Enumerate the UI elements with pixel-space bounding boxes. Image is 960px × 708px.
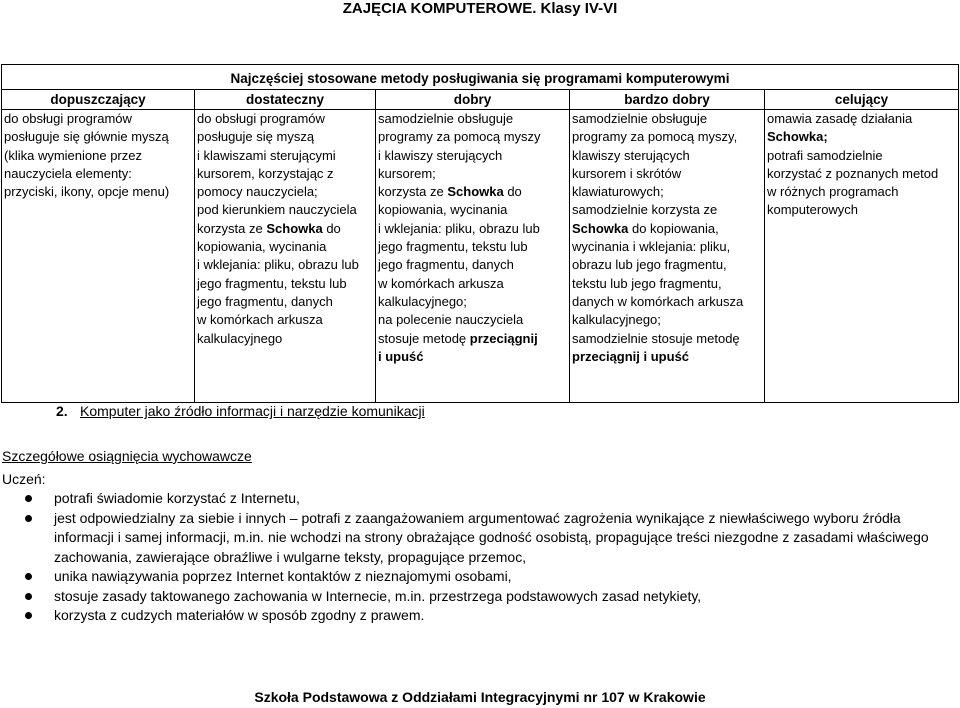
page-header: ZAJĘCIA KOMPUTEROWE. Klasy IV-VI [342,0,618,17]
cell-line [378,183,567,201]
list-item [54,489,954,509]
cell-line: jego fragmentu, danych [197,293,333,309]
cell-line: jego fragmentu, tekstu lub [378,239,528,255]
column-header-dostateczny: dostateczny [195,90,376,110]
list-item-text: jest odpowiedzialny za siebie i innych – potrafi z zaangażowaniem argumentować zagrożenia wynikające z niewłaściwego wyboru źródła informacji i samej informacji, m.in. nie wchodzi na strony obrażające godność osobistą, propagujące treści niezgodne z zasadami właściwego zachowania, zawierające obraźliwe i wulgarne teksty, propagujące przemoc, [54,509,929,565]
cell-line: w komórkach arkusza [197,312,323,328]
cell-line: omawia zasadę działania [767,111,913,126]
cell-line: nauczyciela elementy: [4,165,132,181]
cell-line: do obsługi programów [197,111,325,126]
bold-term-drag-drop: przeciągnij [469,330,538,346]
cell-line: kursorem, korzystając z [197,165,334,181]
list-item-text: korzysta z cudzych materiałów w sposób zgodny z prawem. [54,607,425,623]
cell-line: programy za pomocą myszy, [572,129,738,145]
list-item-text: potrafi świadomie korzystać z Internetu, [54,490,300,506]
section-title-text: Komputer jako źródło informacji i narzędzie komunikacji [80,403,425,419]
cell-line: tekstu lub jego fragmentu, [572,275,722,291]
column-header-celujacy: celujący [765,90,959,110]
table-header-row [2,90,959,110]
cell-line: i klawiszami sterującymi [197,147,336,163]
table-row [2,110,959,403]
grades-table [1,64,959,403]
cell-line: klawiszy sterujących [572,147,690,163]
text-run: do [503,184,522,200]
cell-line: obrazu lub jego fragmentu, [572,257,727,273]
cell-line: pod kierunkiem nauczyciela [197,202,357,218]
cell-dostateczny [195,110,376,403]
list-item [54,606,954,626]
bullet-icon [25,612,32,619]
bullet-icon [25,515,32,522]
bold-term-schowka: Schowka; [767,129,828,145]
cell-line: w komórkach arkusza [378,275,504,291]
cell-bardzo-dobry [570,110,765,403]
cell-line: komputerowych [767,202,859,218]
cell-line: kalkulacyjnego; [378,293,467,309]
bullet-icon [25,495,32,502]
cell-line: danych w komórkach arkusza [572,293,744,309]
text-run: stosuje metodę [378,330,470,346]
achievements-heading: Szczegółowe osiągnięcia wychowawcze [2,448,252,464]
column-header-dobry: dobry [376,90,570,110]
list-item [54,567,954,587]
bold-term-drag-drop: przeciągnij i upuść [572,348,690,364]
text-run: do [322,220,341,236]
text-run: do kopiowania, [628,220,719,236]
cell-line: i wklejania: pliku, obrazu lub [197,257,359,273]
cell-line [197,220,373,238]
cell-line: samodzielnie korzysta ze [572,202,718,218]
cell-line: (klika wymienione przez [4,147,142,163]
cell-line [378,330,567,348]
cell-celujacy [765,110,959,403]
cell-line: kalkulacyjnego; [572,312,661,328]
cell-line: jego fragmentu, danych [378,257,514,273]
bold-term-schowka: Schowka [447,184,504,200]
cell-line: przyciski, ikony, opcje menu) [4,184,170,200]
cell-line: samodzielnie stosuje metodę [572,330,740,346]
bullet-icon [25,593,32,600]
cell-line: potrafi samodzielnie [767,147,883,163]
cell-line: w różnych programach [767,184,899,200]
table-title: Najczęściej stosowane metody posługiwania się programami komputerowymi [2,65,959,90]
cell-line: do obsługi programów [4,111,132,126]
cell-line: posługuje się myszą [197,129,315,145]
cell-line [572,220,762,238]
cell-line: na polecenie nauczyciela [378,312,524,328]
achievements-list [54,489,954,626]
cell-dobry [376,110,570,403]
cell-line: posługuje się głównie myszą [4,129,169,145]
cell-line: i wklejania: pliku, obrazu lub [378,220,540,236]
column-header-dopuszczajacy: dopuszczający [2,90,195,110]
column-header-bardzo-dobry: bardzo dobry [570,90,765,110]
section-number: 2. [56,403,68,419]
cell-dopuszczajacy [2,110,195,403]
cell-line: klawiaturowych; [572,184,664,200]
cell-line: wycinania i wklejania: pliku, [572,239,731,255]
list-item-text: unika nawiązywania poprzez Internet kontaktów z nieznajomymi osobami, [54,568,512,584]
bullet-icon [25,573,32,580]
list-item [54,587,954,607]
cell-line: samodzielnie obsługuje [572,111,708,126]
cell-line: kalkulacyjnego [197,330,283,346]
text-run: korzysta ze [197,220,267,236]
page-footer: Szkoła Podstawowa z Oddziałami Integracyjnymi nr 107 w Krakowie [254,689,706,705]
cell-line: kopiowania, wycinania [197,239,327,255]
section-title [56,402,425,420]
cell-line: kursorem i skrótów [572,165,682,181]
bold-term-drag-drop: i upuść [378,348,424,364]
cell-line: kursorem; [378,165,436,181]
cell-line: programy za pomocą myszy [378,129,541,145]
cell-line: i klawiszy sterujących [378,147,503,163]
text-run: korzysta ze [378,184,448,200]
list-item-text: stosuje zasady taktowanego zachowania w Internecie, m.in. przestrzega podstawowych zasad netykiety, [54,587,702,604]
cell-line: korzystać z poznanych metod [767,165,939,181]
cell-line: samodzielnie obsługuje [378,111,514,126]
cell-line: kopiowania, wycinania [378,202,508,218]
bold-term-schowka: Schowka [572,220,629,236]
bold-term-schowka: Schowka [266,220,323,236]
student-label: Uczeń: [2,471,46,487]
cell-line: pomocy nauczyciela; [197,184,318,200]
cell-line: jego fragmentu, tekstu lub [197,275,347,291]
list-item [54,509,954,568]
